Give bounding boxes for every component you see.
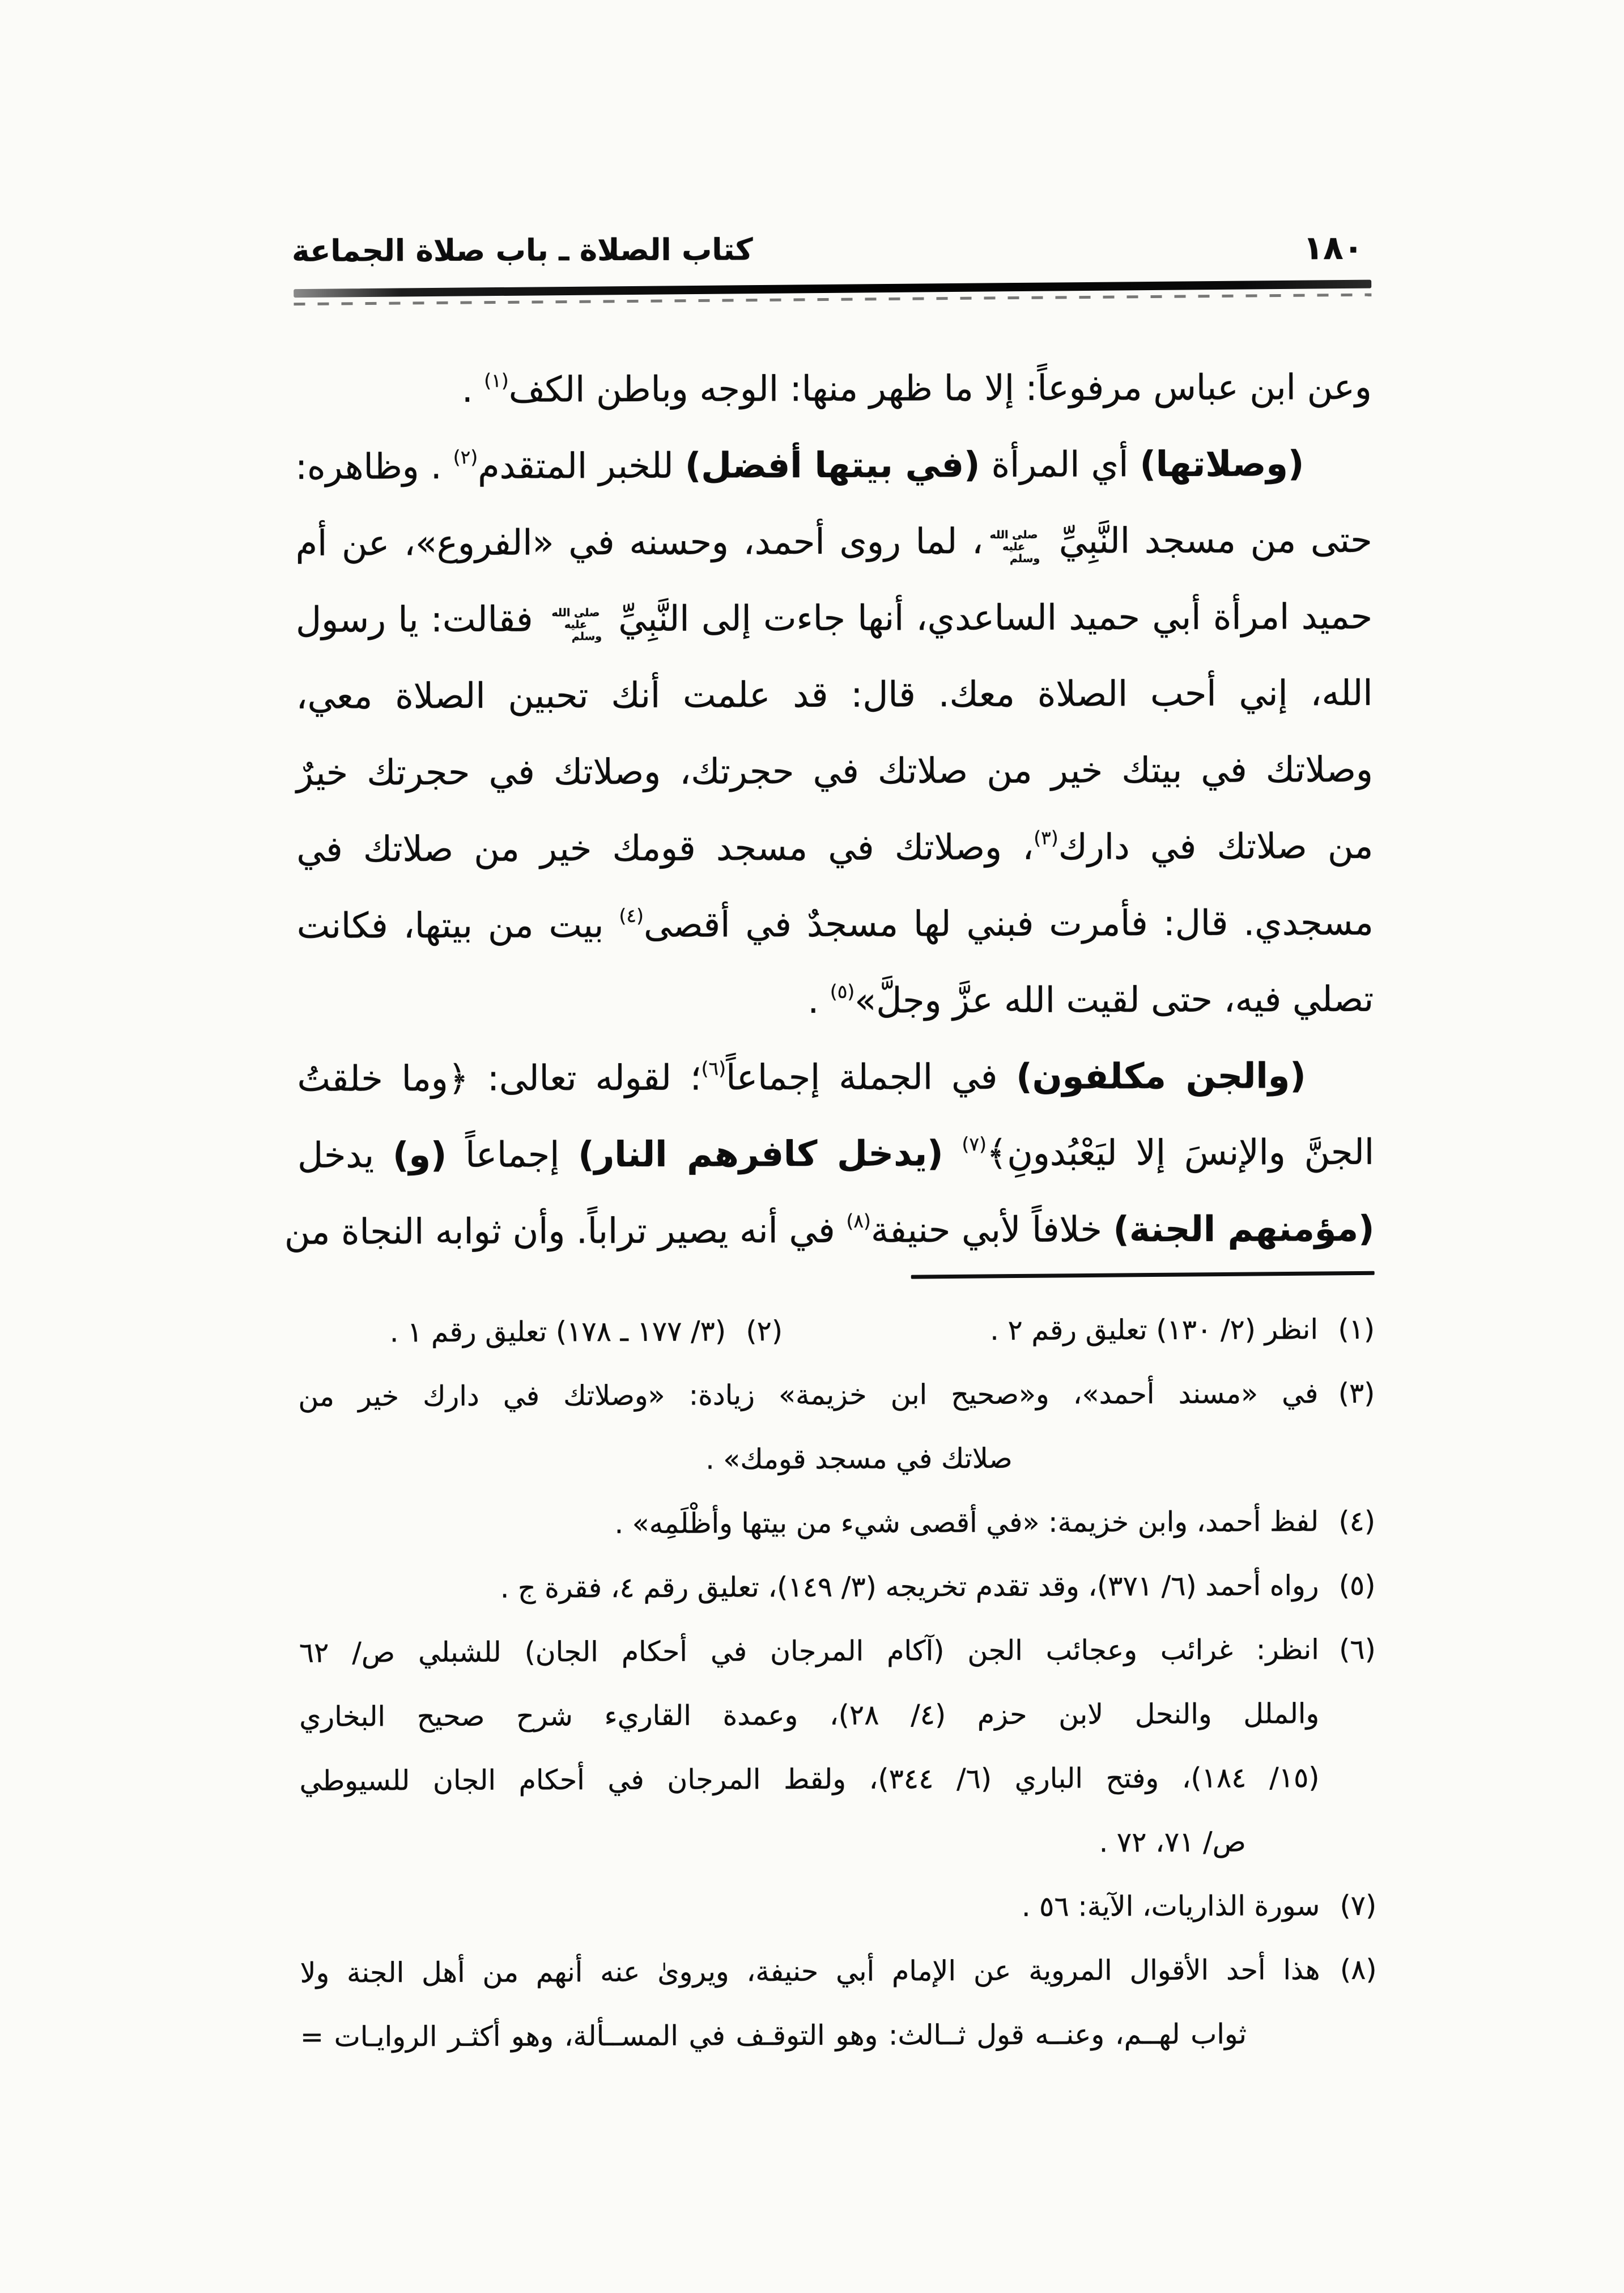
body-line: [296, 808, 1373, 888]
footnote-reference: (٧): [962, 1133, 987, 1156]
footnote-reference: (٣): [1034, 826, 1058, 849]
text-run: إجماعاً: [447, 1133, 579, 1176]
text-run: للخبر المتقدم: [478, 444, 686, 487]
text-run: (وصلاتها): [1140, 443, 1304, 485]
footnote-number: (٧): [1340, 1889, 1377, 1922]
body-line: [296, 655, 1372, 734]
text-run: .: [461, 368, 484, 410]
footnote-row: [299, 1681, 1376, 1749]
footnote-number: [1319, 1746, 1376, 1810]
footnote-separator-line: [911, 1271, 1375, 1279]
text-run: خلافاً لأبي حنيفة: [870, 1208, 1113, 1251]
footnote-row: [299, 1746, 1376, 1813]
text-run: الله، إني أحب الصلاة معك. قال: قد علمت أنك تحبين الصلاة معي،: [296, 672, 1373, 717]
footnote-reference: (٦): [701, 1057, 726, 1080]
body-line: [297, 961, 1374, 1041]
footnote-row: [298, 1361, 1375, 1429]
footnote-number: [1320, 1810, 1376, 1874]
footnote-text: ثواب لهــم، وعنــه قول ثــالث: وهو التوقـف في المســألة، وهو أكثـر الروايـات =: [300, 2018, 1247, 2053]
main-text: [284, 349, 1375, 1270]
text-run: مسجدي. قال: فأمرت فبني لها مسجدٌ في أقصى: [643, 901, 1374, 945]
text-run: (مؤمنهم الجنة): [1113, 1207, 1375, 1250]
body-line: [297, 1114, 1374, 1194]
footnote-row: [300, 1938, 1376, 2005]
footnote-row: [300, 1810, 1376, 1877]
text-run: فقالت: يا رسول: [295, 598, 546, 640]
text-run: بيت من بيتها، فكانت: [296, 904, 619, 946]
body-line: [295, 502, 1372, 581]
footnote-item: [783, 1297, 1375, 1363]
text-run: (والجن مكلفون): [1016, 1055, 1306, 1097]
text-run: من صلاتك في دارك: [1058, 825, 1374, 868]
footnote-item: [300, 1874, 1376, 1941]
footnote-number: (١): [1338, 1313, 1375, 1346]
footnote-text: صلاتك في مسجد قومك» .: [705, 1442, 1013, 1476]
footnote-reference: (٢): [453, 445, 478, 468]
text-run: . وظاهره:: [295, 445, 453, 487]
header-rule-divider: [294, 280, 1371, 306]
footnote-text: (١٥/ ١٨٤)، وفتح الباري (٦/ ٣٤٤)، ولقط المرجان في أحكام الجان للسيوطي: [299, 1761, 1320, 1797]
footnote-text: سورة الذاريات، الآية: ٥٦ .: [1021, 1889, 1320, 1923]
footnote-text: رواه أحمد (٦/ ٣٧١)، وقد تقدم تخريجه (٣/ ١٤٩)، تعليق رقم ٤، فقرة ج .: [500, 1569, 1319, 1604]
footnote-row: [299, 1489, 1375, 1557]
footnote-reference: (٤): [619, 904, 644, 927]
body-line: [284, 1190, 1375, 1270]
pbuh-ligature: صلى الله عليه وسلم: [989, 528, 1040, 565]
footnote-item: [299, 1425, 1375, 1493]
footnote-item: [300, 1938, 1376, 2005]
footnote-item: [298, 1361, 1375, 1429]
footnote-item: [299, 1617, 1376, 1685]
body-line: [296, 731, 1373, 811]
footnote-number: (٨): [1340, 1953, 1377, 1986]
text-run: في الجملة إجماعاً: [726, 1055, 1017, 1098]
text-run: .: [807, 979, 830, 1022]
footnote-row: [299, 1425, 1375, 1493]
footnote-text: في «مسند أحمد»، و«صحيح ابن خزيمة» زيادة: «وصلاتك في دارك خير من: [298, 1377, 1319, 1413]
text-run: (في بيتها أفضل): [685, 444, 980, 486]
footnote-row: [300, 1874, 1376, 1941]
footnote-item: [299, 1746, 1376, 1813]
text-run: تصلي فيه، حتى لقيت الله عزَّ وجلَّ»: [854, 978, 1374, 1021]
body-line: [297, 1037, 1374, 1117]
text-run: وصلاتك في بيتك خير من صلاتك في حجرتك، وصلاتك في حجرتك خيرٌ: [296, 748, 1374, 793]
footnote-text: (٣/ ١٧٧ ـ ١٧٨) تعليق رقم ١ .: [389, 1315, 726, 1349]
footnote-row: [299, 1617, 1376, 1685]
footnote-item: [299, 1553, 1375, 1621]
footnote-item: [300, 2002, 1377, 2069]
footnote-number: (٥): [1338, 1569, 1376, 1602]
footnote-reference: (١): [484, 369, 509, 392]
footnote-text: لفظ أحمد، وابن خزيمة: «في أقصى شيء من بيتها وأظْلَمِه» .: [614, 1505, 1319, 1540]
footnote-text: انظر (٢/ ١٣٠) تعليق رقم ٢ .: [990, 1313, 1319, 1347]
footnote-number: (٢): [746, 1315, 783, 1348]
footnote-row: [299, 1553, 1375, 1621]
text-run: حميد امرأة أبي حميد الساعدي، أنها جاءت إلى النَّبِيِّ: [606, 595, 1373, 640]
footnote-number: [1320, 2002, 1377, 2066]
footnote-number: [1319, 1681, 1376, 1746]
text-run: يدخل: [297, 1134, 393, 1176]
text-run: أي المرأة: [980, 443, 1140, 486]
footnote-item: [300, 1810, 1376, 1877]
text-run: (يدخل كافرهم النار): [578, 1132, 943, 1175]
footnote-number: [1319, 1425, 1375, 1489]
footnote-item: [299, 1489, 1375, 1557]
text-run: الجنَّ والإنسَ إلا ليَعْبُدونِ﴾: [986, 1131, 1375, 1174]
text-run: [943, 1132, 962, 1174]
footnote-row: [298, 1297, 1375, 1365]
text-run: حتى من مسجد النَّبِيِّ: [1044, 519, 1372, 562]
text-run: ، وصلاتك في مسجد قومك خير من صلاتك في: [296, 826, 1034, 870]
footnote-text: ص/ ٧١، ٧٢ .: [1099, 1825, 1246, 1859]
text-run: في أنه يصير تراباً. وأن ثوابه النجاة من: [284, 1209, 847, 1252]
footnote-reference: (٥): [830, 980, 855, 1003]
running-head-title: كتاب الصلاة ـ باب صلاة الجماعة: [291, 232, 753, 269]
text-run: (و): [392, 1134, 447, 1176]
footnote-number: (٤): [1338, 1505, 1376, 1538]
footnotes: [298, 1297, 1377, 2069]
page-number: ١٨٠: [1303, 228, 1364, 267]
text-run: ، لما روى أحمد، وحسنه في «الفروع»، عن أم: [295, 520, 984, 564]
footnote-item: [298, 1299, 783, 1365]
footnote-item: [299, 1681, 1376, 1749]
footnote-number: (٣): [1338, 1377, 1375, 1410]
text-run: ؛ لقوله تعالى: ﴿وما خلقتُ: [297, 1056, 702, 1099]
footnote-number: (٦): [1339, 1633, 1376, 1666]
footnote-text: هذا أحد الأقوال المروية عن الإمام أبي حنيفة، ويروىٰ عنه أنهم من أهل الجنة ولا: [300, 1954, 1320, 1989]
body-line: [297, 884, 1374, 964]
footnote-text: والملل والنحل لابن حزم (٤/ ٢٨)، وعمدة القاريء شرح صحيح البخاري: [299, 1697, 1320, 1733]
text-run: وعن ابن عباس مرفوعاً: إلا ما ظهر منها: الوجه وباطن الكف: [508, 366, 1372, 410]
pbuh-ligature: صلى الله عليه وسلم: [551, 606, 602, 643]
footnote-text: انظر: غرائب وعجائب الجن (آكام المرجان في أحكام الجان) للشبلي ص/ ٦٢: [299, 1633, 1319, 1669]
body-line: [296, 578, 1372, 658]
body-line: [295, 349, 1372, 428]
footnote-reference: (٨): [846, 1209, 871, 1232]
body-line: [295, 425, 1372, 505]
footnote-row: [300, 2002, 1377, 2069]
